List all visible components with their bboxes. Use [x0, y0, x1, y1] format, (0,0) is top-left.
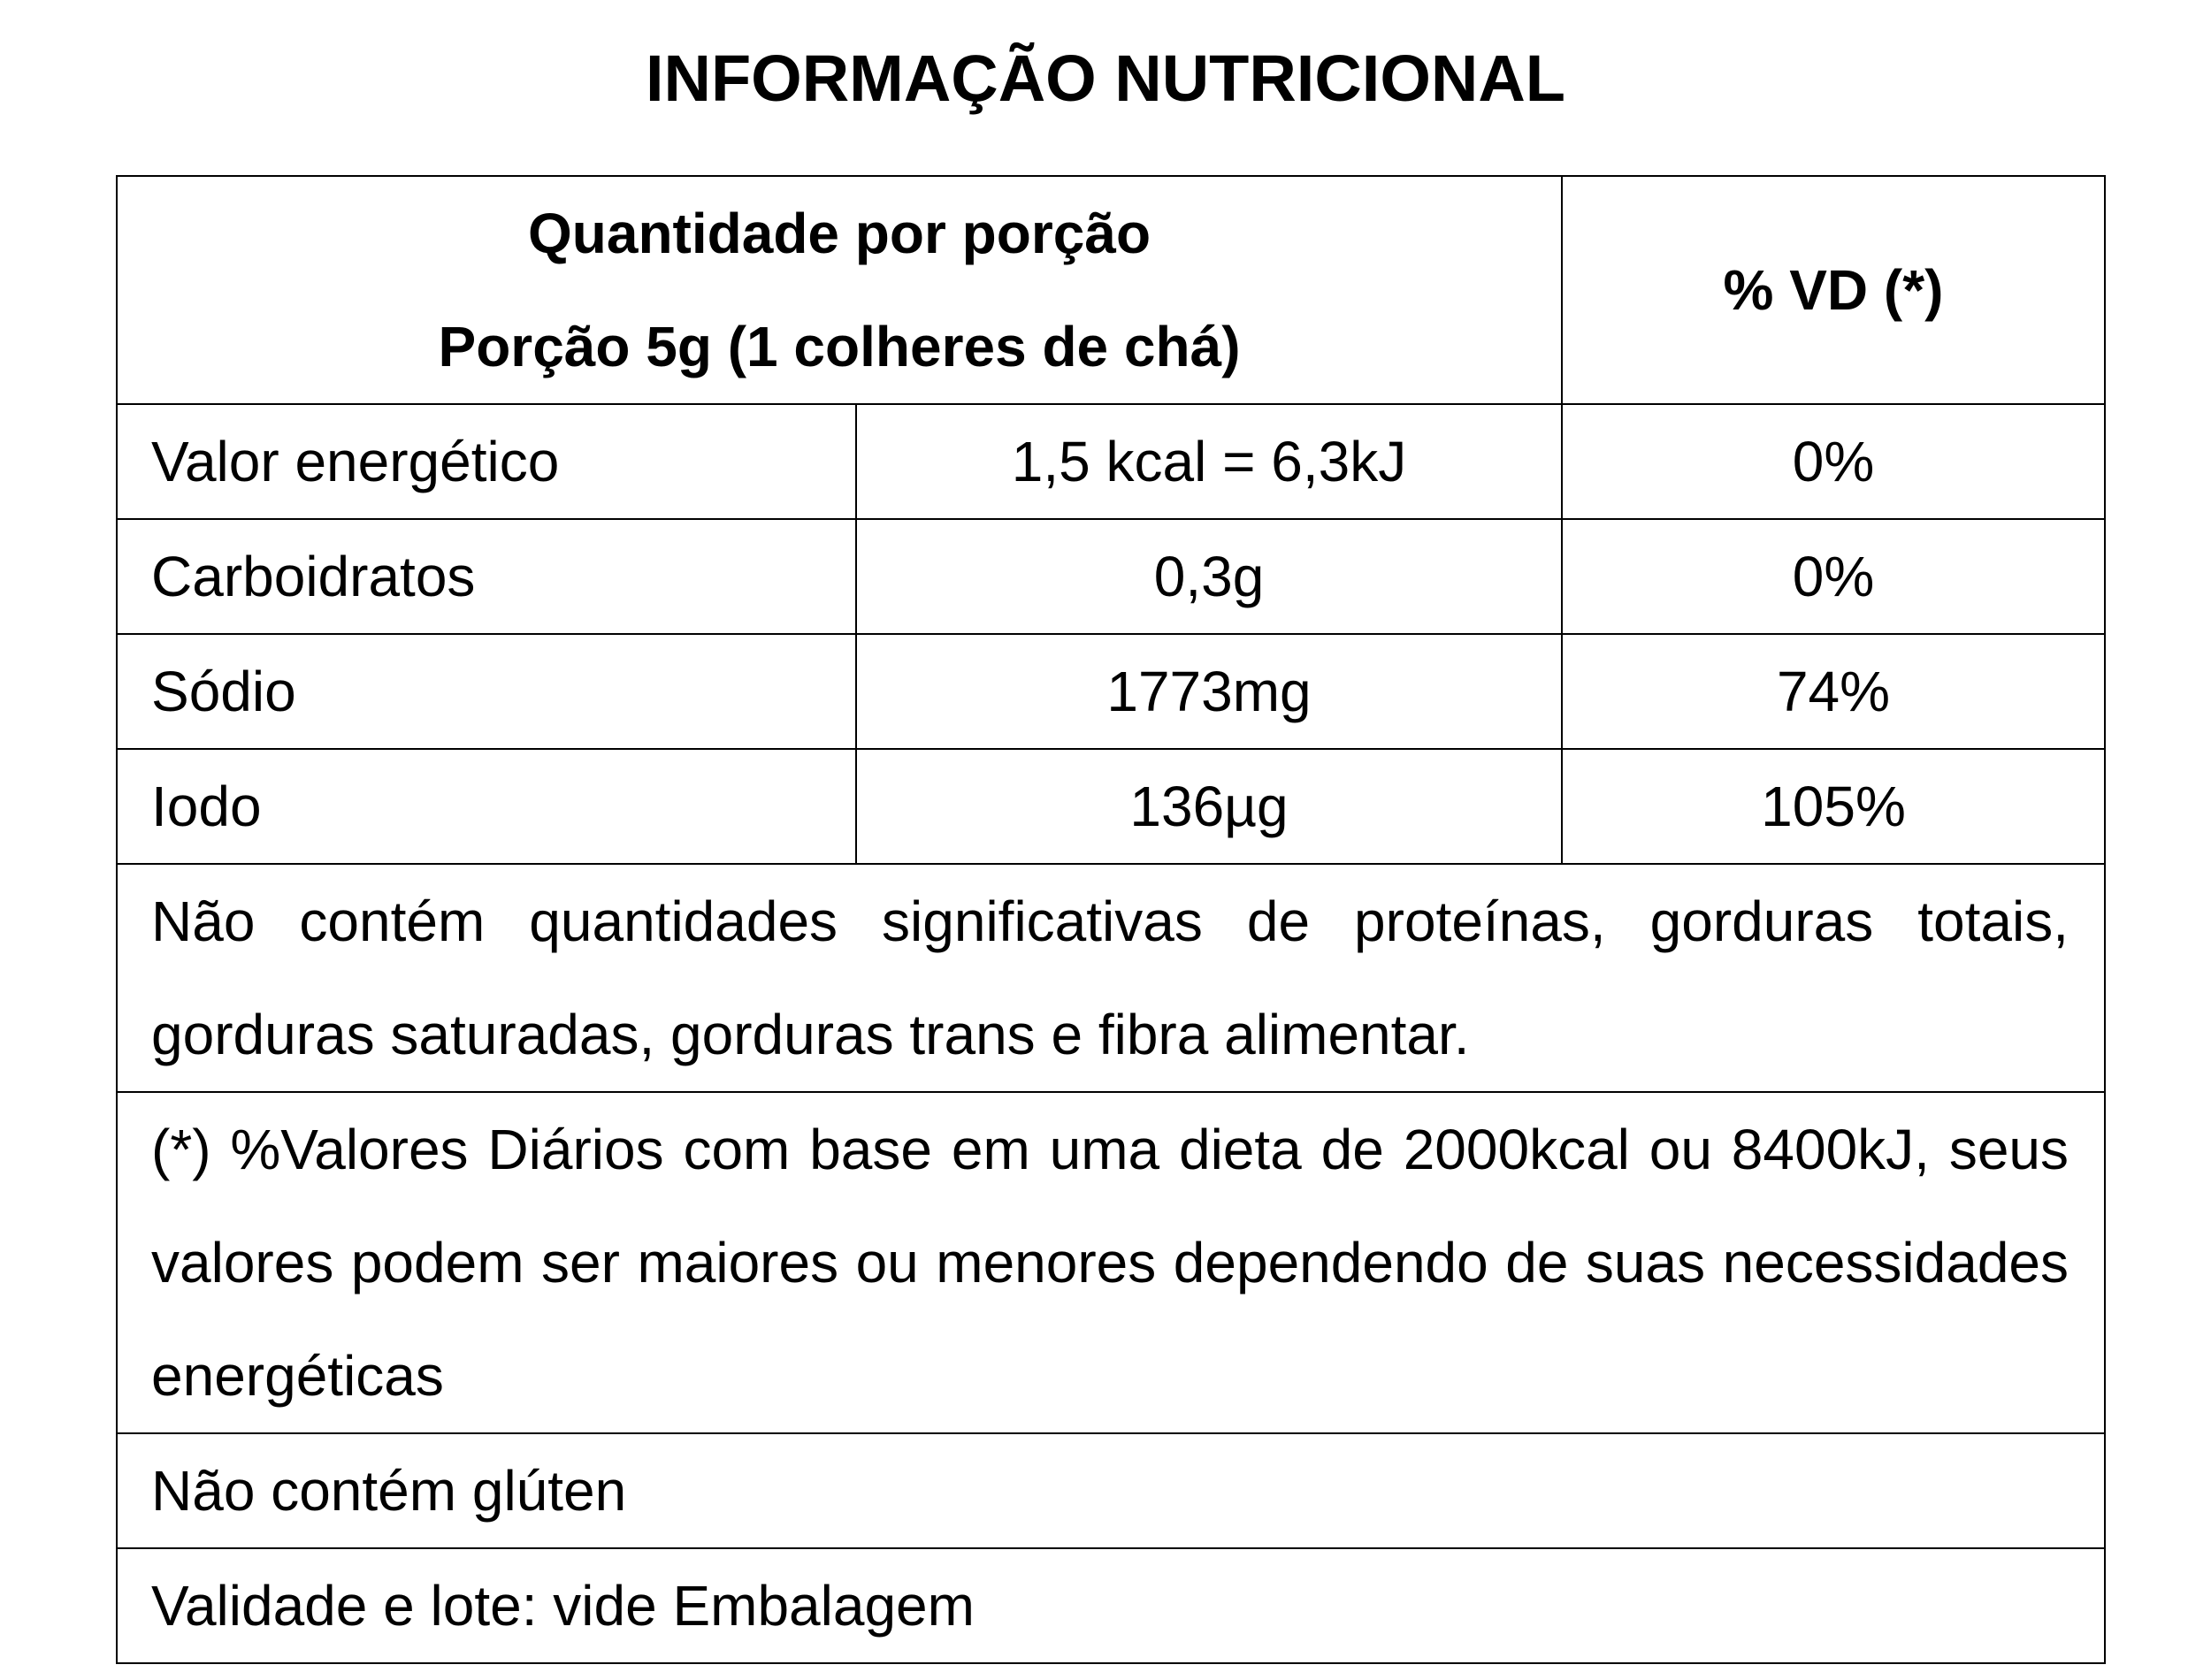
- nutrient-amount: 0,3g: [856, 519, 1562, 634]
- portion-header-line1: Quantidade por porção: [527, 202, 1151, 265]
- nutrient-amount: 1773mg: [856, 634, 1562, 749]
- table-row: [117, 749, 2105, 864]
- validity-note: Validade e lote: vide Embalagem: [117, 1548, 2105, 1663]
- portion-header: [117, 176, 1562, 404]
- nutrient-amount: 1,5 kcal = 6,3kJ: [856, 404, 1562, 519]
- table-header-row: [117, 176, 2105, 404]
- table-row: [117, 634, 2105, 749]
- nutrient-name: Carboidratos: [117, 519, 856, 634]
- vd-header: % VD (*): [1562, 176, 2105, 404]
- nutrition-table: [116, 175, 2106, 1664]
- nutrient-name: Valor energético: [117, 404, 856, 519]
- nutrient-name: Sódio: [117, 634, 856, 749]
- note-row: [117, 1433, 2105, 1548]
- page-title: INFORMAÇÃO NUTRICIONAL: [645, 42, 1565, 115]
- nutrient-vd: 105%: [1562, 749, 2105, 864]
- daily-values-note: (*) %Valores Diários com base em uma dieta de 2000kcal ou 8400kJ, seus valores podem ser maiores ou menores dependendo de suas necessidades energéticas: [117, 1092, 2105, 1433]
- note-row: [117, 1092, 2105, 1433]
- nutrient-name: Iodo: [117, 749, 856, 864]
- table-row: [117, 519, 2105, 634]
- nutrient-vd: 0%: [1562, 519, 2105, 634]
- table-row: [117, 404, 2105, 519]
- gluten-note: Não contém glúten: [117, 1433, 2105, 1548]
- note-row: [117, 864, 2105, 1092]
- note-row: [117, 1548, 2105, 1663]
- not-significant-note: Não contém quantidades significativas de proteínas, gorduras totais, gorduras saturadas, gorduras trans e fibra alimentar.: [117, 864, 2105, 1092]
- nutrient-vd: 0%: [1562, 404, 2105, 519]
- nutrient-vd: 74%: [1562, 634, 2105, 749]
- portion-header-line2: Porção 5g (1 colheres de chá): [438, 315, 1241, 378]
- nutrient-amount: 136µg: [856, 749, 1562, 864]
